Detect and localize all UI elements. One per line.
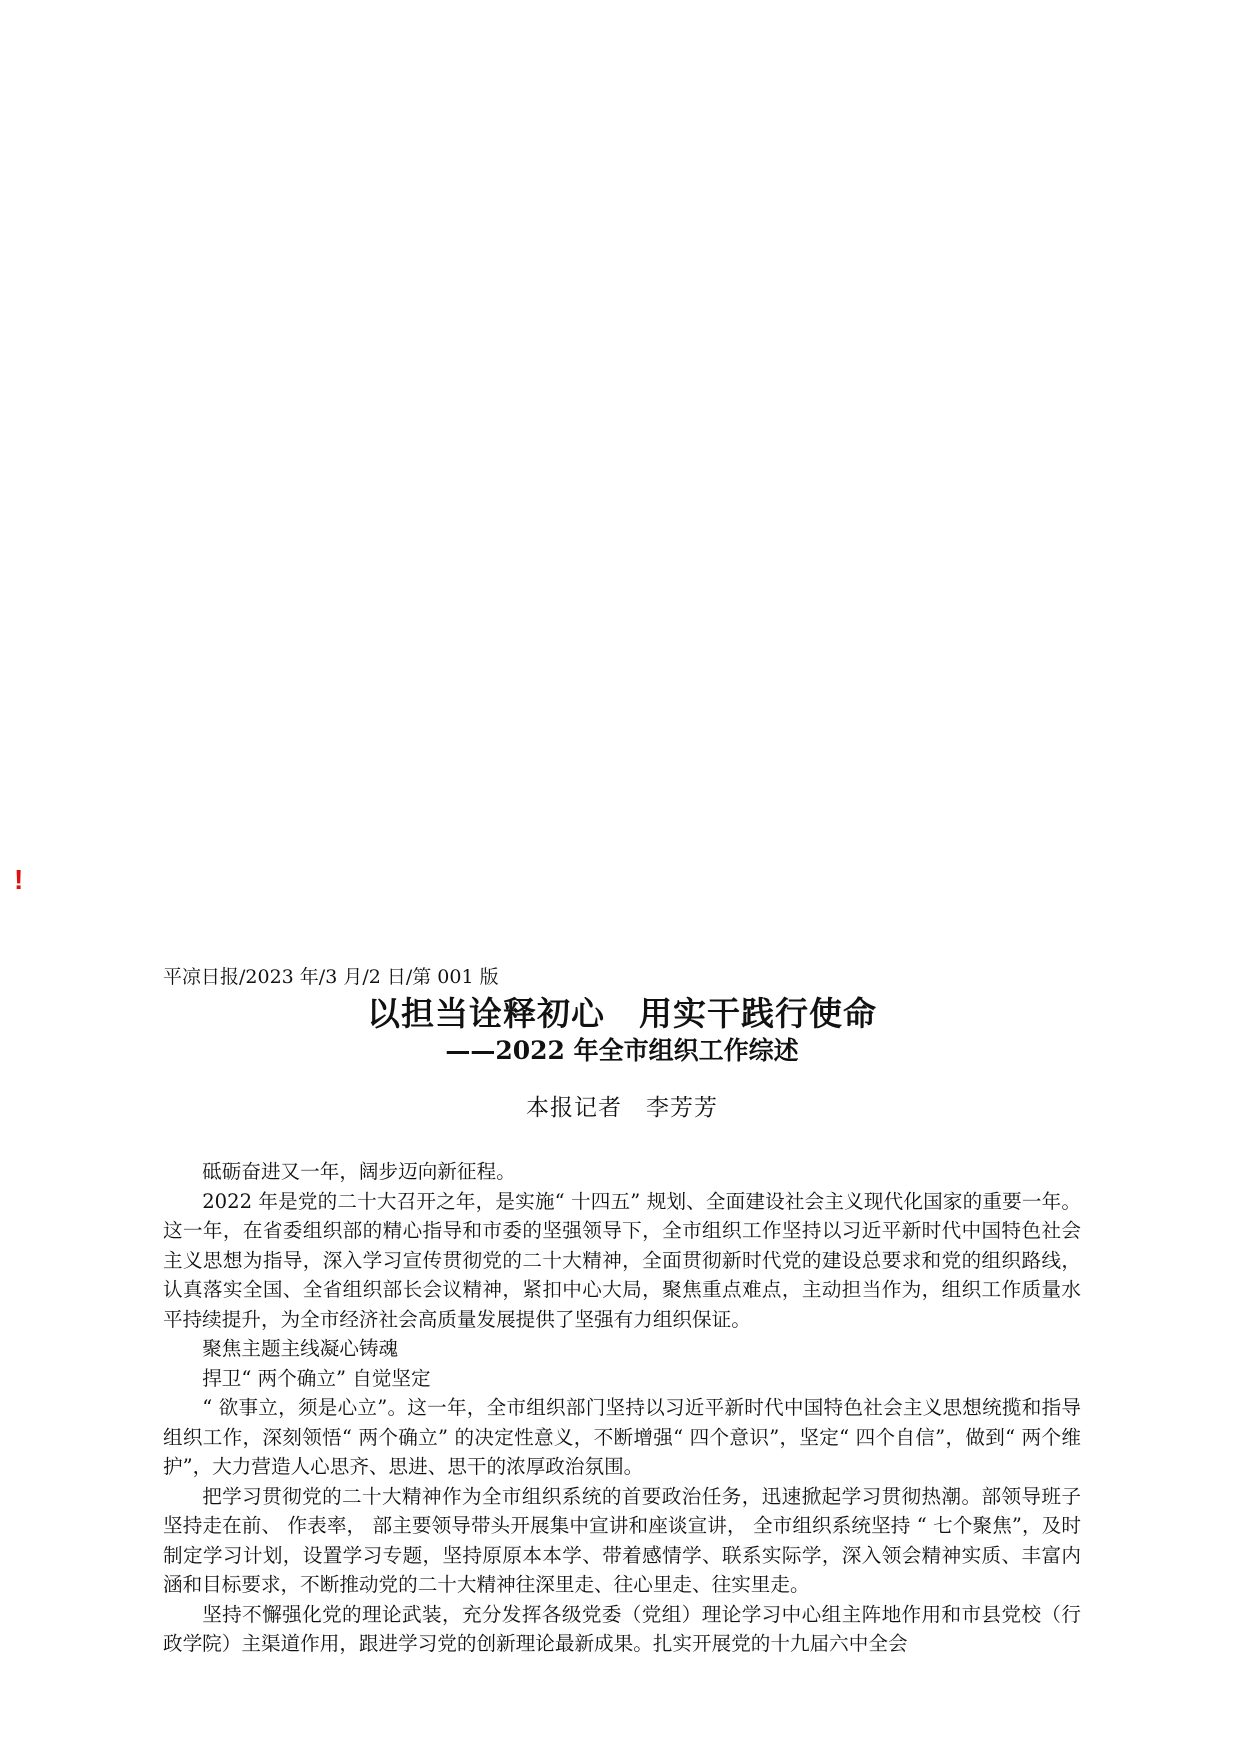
article-title: 以担当诠释初心 用实干践行使命 [367, 994, 877, 1033]
paragraph: 2022 年是党的二十大召开之年，是实施“ 十四五” 规划、全面建设社会主义现代化国家的重要一年。这一年，在省委组织部的精心指导和市委的坚强领导下，全市组织工作坚持以习近平新时代中国特色社会主义思想为指导，深入学习宣传贯彻党的二十大精神，全面贯彻新时代党的建设总要求和党的组织路线，认真落实全国、全省组织部长会议精神，紧扣中心大局，聚焦重点难点，主动担当作为，组织工作质量水平持续提升，为全市经济社会高质量发展提供了坚强有力组织保证。 [163, 1189, 1081, 1331]
article [163, 963, 1081, 1659]
paragraph: 坚持不懈强化党的理论武装，充分发挥各级党委（党组）理论学习中心组主阵地作用和市县党校（行政学院）主渠道作用，跟进学习党的创新理论最新成果。扎实开展党的十九届六中全会 [163, 1602, 1081, 1655]
article-byline: 本报记者 李芳芳 [526, 1095, 718, 1121]
section-subheading: 捍卫“ 两个确立” 自觉坚定 [202, 1366, 431, 1390]
article-body [163, 1157, 1081, 1659]
red-exclamation-mark: ! [14, 864, 24, 895]
paragraph: 把学习贯彻党的二十大精神作为全市组织系统的首要政治任务，迅速掀起学习贯彻热潮。部领导班子坚持走在前、 作表率， 部主要领导带头开展集中宣讲和座谈宣讲， 全市组织系统坚持 “ 七个聚焦”，及时制定学习计划，设置学习专题，坚持原原本本学、带着感情学、联系实际学，深入领会精神实质、丰富内涵和目标要求，不断推动党的二十大精神往深里走、往心里走、往实里走。 [163, 1484, 1081, 1596]
paragraph: “ 欲事立，须是心立”。这一年，全市组织部门坚持以习近平新时代中国特色社会主义思想统揽和指导组织工作，深刻领悟“ 两个确立” 的决定性意义，不断增强“ 四个意识”，坚定“ 四个自信”，做到“ 两个维护”，大力营造人心思齐、思进、思干的浓厚政治氛围。 [163, 1396, 1081, 1478]
paragraph: 砥砺奋进又一年，阔步迈向新征程。 [202, 1160, 516, 1183]
article-subtitle: ——2022 年全市组织工作综述 [445, 1036, 799, 1065]
article-source: 平凉日报/2023 年/3 月/2 日/第 001 版 [163, 966, 499, 988]
section-heading: 聚焦主题主线凝心铸魂 [202, 1337, 399, 1360]
